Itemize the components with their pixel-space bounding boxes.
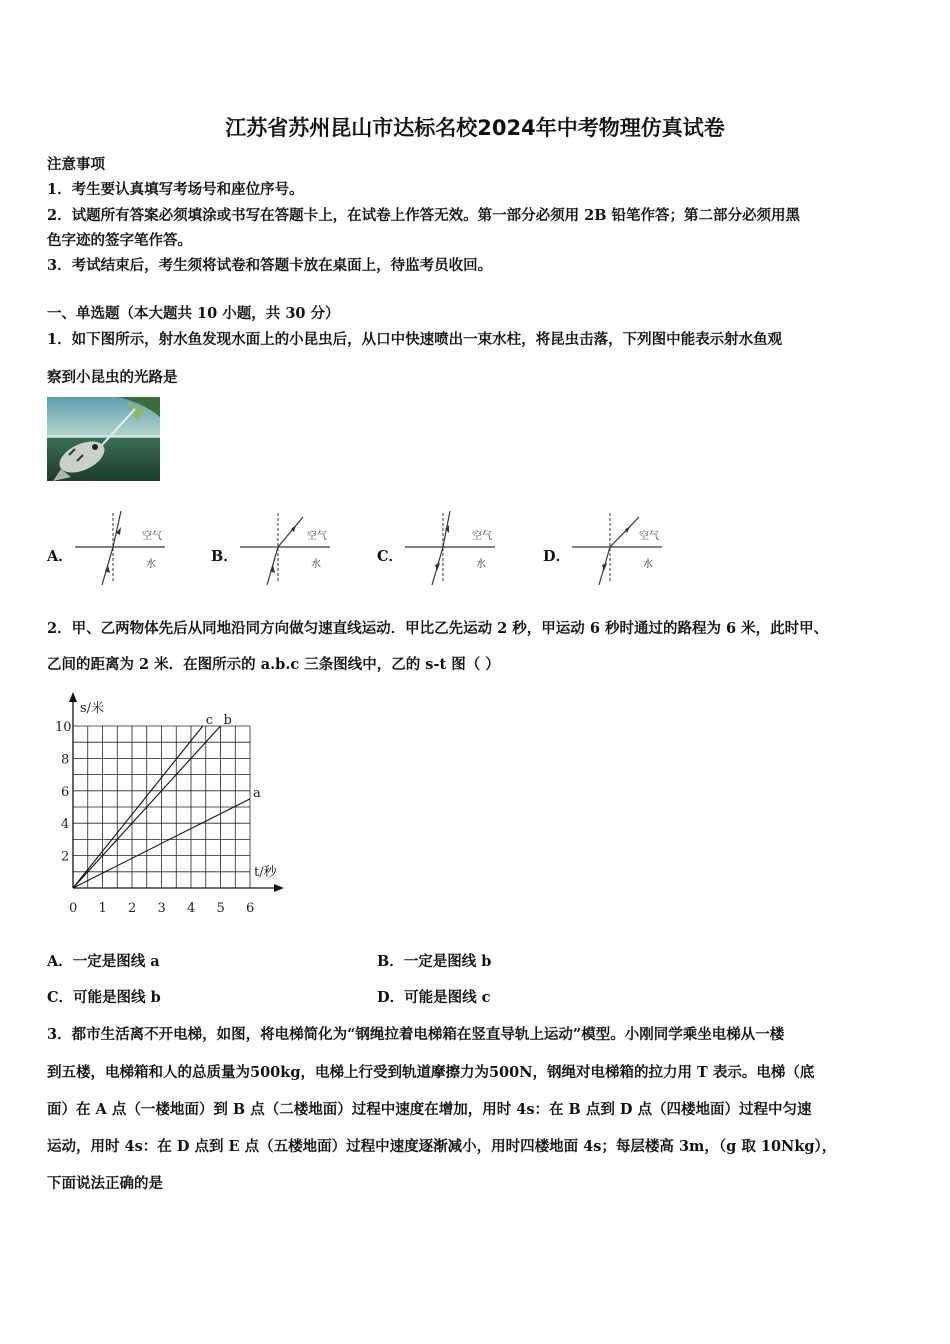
y-tick-label: 8: [61, 752, 70, 768]
water-label: 水: [476, 559, 486, 570]
y-axis-arrow: [69, 692, 77, 702]
option-c-label: C．: [377, 548, 404, 565]
question-1-text: 察到小昆虫的光路是: [47, 369, 178, 386]
y-tick-label: 4: [61, 817, 70, 833]
air-label: 空气: [142, 531, 162, 542]
water-label: 水: [643, 559, 653, 570]
chart-labels: [55, 700, 278, 915]
x-tick-label: 6: [246, 901, 255, 915]
question-2-text: 乙间的距离为 2 米．在图所示的 a.b.c 三条图线中，乙的 s-t 图（ ）: [47, 656, 500, 673]
q2-option-d: D．可能是图线 c: [377, 989, 491, 1006]
question-1-text: 1．如下图所示，射水鱼发现水面上的小昆虫后，从口中快速喷出一束水柱，将昆虫击落，下列图中能表示射水鱼观: [47, 331, 783, 348]
x-tick-label: 2: [128, 901, 137, 915]
q2-option-b: B．一定是图线 b: [377, 953, 492, 970]
notice-item: 3．考试结束后，考生须将试卷和答题卡放在桌面上，待监考员收回。: [47, 257, 493, 274]
question-3-text: 到五楼，电梯箱和人的总质量为500kg，电梯上行受到轨道摩擦力为500N，钢绳对电梯箱的拉力用 T 表示。电梯（底: [47, 1064, 815, 1081]
x-tick-label: 4: [187, 901, 196, 915]
option-b-diagram: [235, 505, 335, 589]
series-label-a: a: [253, 785, 261, 801]
chart-grid: [73, 726, 250, 888]
water-label: 水: [146, 559, 156, 570]
notice-item: 2．试题所有答案必须填涂或书写在答题卡上，在试卷上作答无效。第一部分必须用 2B 铅笔作答；第二部分必须用黑: [47, 207, 801, 224]
x-axis-label: t/秒: [254, 865, 277, 880]
notice-item: 色字迹的签字笔作答。: [47, 232, 192, 249]
x-tick-label: 5: [216, 901, 225, 915]
archer-fish-image: [47, 397, 160, 481]
x-tick-label: 3: [157, 901, 166, 915]
st-chart: [48, 690, 288, 915]
question-3-text: 3．都市生活离不开电梯，如图，将电梯简化为“钢绳拉着电梯箱在竖直导轨上运动”模型。小刚同学乘坐电梯从一楼: [47, 1026, 785, 1043]
question-3-text: 面）在 A 点（一楼地面）到 B 点（二楼地面）过程中速度在增加，用时 4s：在 B 点到 D 点（四楼地面）过程中匀速: [47, 1101, 812, 1118]
option-d-diagram: [567, 505, 667, 589]
air-label: 空气: [639, 531, 659, 542]
section-heading: 一、单选题（本大题共 10 小题，共 30 分）: [47, 305, 340, 322]
q2-option-c: C．可能是图线 b: [47, 989, 161, 1006]
air-label: 空气: [307, 531, 327, 542]
y-axis-label: s/米: [80, 701, 105, 716]
water-label: 水: [311, 559, 321, 570]
air-label: 空气: [472, 531, 492, 542]
series-label-c: c: [205, 713, 214, 728]
option-c-diagram: [400, 505, 500, 589]
option-b-label: B．: [211, 548, 238, 565]
y-tick-label: 10: [55, 720, 72, 735]
question-3-text: 运动，用时 4s：在 D 点到 E 点（五楼地面）过程中速度逐渐减小，用时四楼地面 4s；每层楼高 3m，（g 取 10Nkg），: [47, 1138, 837, 1155]
notice-heading: 注意事项: [47, 156, 105, 173]
option-a-diagram: [70, 505, 170, 589]
q2-option-a: A．一定是图线 a: [47, 953, 160, 970]
y-tick-label: 6: [61, 784, 70, 800]
series-label-b: b: [223, 713, 232, 728]
option-d-label: D．: [543, 548, 571, 565]
option-a-label: A．: [47, 548, 73, 565]
x-axis-arrow: [274, 884, 284, 892]
y-tick-label: 2: [61, 849, 70, 865]
question-3-text: 下面说法正确的是: [47, 1175, 163, 1192]
x-tick-label: 0: [69, 901, 78, 915]
page-title: 江苏省苏州昆山市达标名校2024年中考物理仿真试卷: [225, 116, 725, 140]
question-2-text: 2．甲、乙两物体先后从同地沿同方向做匀速直线运动．甲比乙先运动 2 秒，甲运动 6 秒时通过的路程为 6 米，此时甲、: [47, 620, 829, 637]
x-tick-label: 1: [98, 901, 107, 915]
notice-item: 1．考生要认真填写考场号和座位序号。: [47, 181, 304, 198]
